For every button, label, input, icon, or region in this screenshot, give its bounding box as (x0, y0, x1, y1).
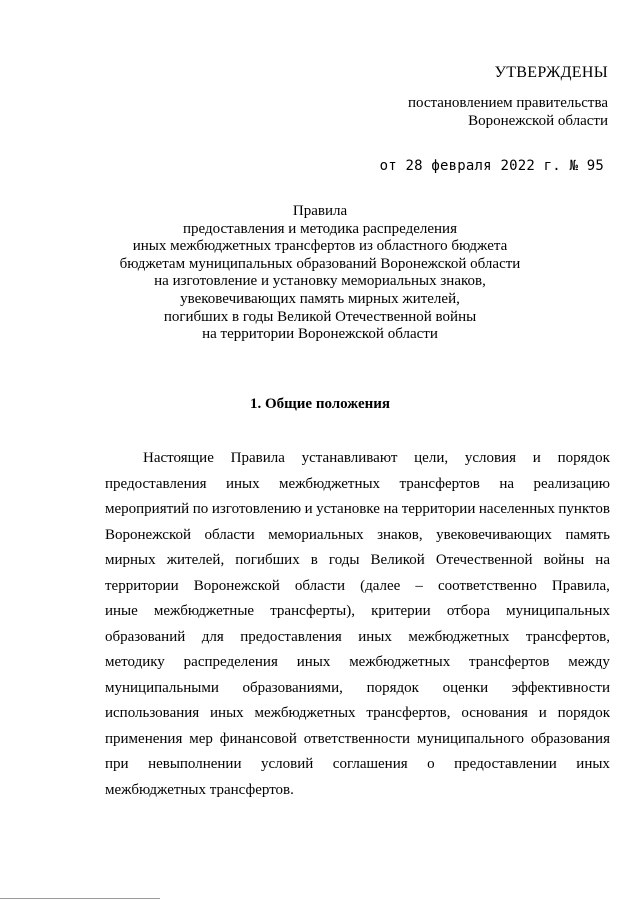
word: трансфертов (399, 475, 480, 492)
word: (далее (360, 577, 401, 594)
word: области (294, 577, 345, 594)
word: на (383, 501, 399, 517)
approval-authority (408, 94, 608, 130)
word: оценки (442, 679, 489, 696)
word: основания (461, 705, 528, 721)
word: Отечественной (435, 552, 533, 568)
word: на (595, 552, 610, 568)
paragraph-line (105, 625, 610, 651)
word: пунктов (558, 501, 610, 517)
word: иные (105, 603, 138, 619)
word: распределения (183, 654, 278, 670)
paragraph-line (105, 446, 610, 472)
word: территории (401, 501, 476, 517)
word: память (565, 526, 610, 543)
word: цели, (414, 450, 449, 466)
approval-authority-line: Воронежской области (468, 113, 608, 129)
word: изготовлению (211, 501, 302, 517)
paragraph-line (105, 497, 610, 523)
word: трансфертов, (525, 628, 610, 645)
word: образованиями, (242, 679, 343, 696)
word: условия (464, 450, 517, 466)
word: иных (225, 475, 260, 492)
title-line: увековечивающих память мирных жителей, (180, 290, 460, 307)
word: межбюджетные (153, 603, 255, 619)
word: ответственности (303, 730, 411, 747)
title-line: Правила (292, 203, 348, 219)
word: муниципальных (506, 603, 610, 619)
word: реализацию (533, 475, 610, 492)
word: жителей, (166, 552, 225, 568)
paragraph-line (105, 548, 610, 574)
word: и (532, 450, 541, 466)
word: предоставлении (454, 756, 557, 772)
word: увековечивающих (436, 526, 552, 543)
word: мирных (105, 552, 156, 568)
word: порядок (366, 679, 419, 696)
word: о (427, 756, 435, 772)
word: соответственно (438, 577, 537, 594)
word: на (499, 475, 515, 492)
word: межбюджетных (349, 654, 451, 670)
word: порядок (557, 705, 610, 721)
footer-divider (0, 898, 160, 899)
title-line: иных межбюджетных трансфертов из областного бюджета (132, 238, 508, 255)
word: применения (105, 730, 183, 747)
section-heading: 1. Общие положения (249, 396, 391, 412)
word: знаков, (377, 526, 423, 543)
word: трансферты), (270, 603, 356, 619)
word: мероприятий (105, 501, 190, 517)
word: методику (105, 654, 165, 670)
word: при (105, 756, 129, 772)
word: Воронежской (105, 526, 191, 543)
word: использования (105, 705, 200, 721)
word: финансовой (219, 730, 297, 747)
word: в (310, 552, 318, 568)
word: порядок (557, 450, 610, 466)
paragraph-line (105, 752, 610, 778)
word: Великой (370, 552, 425, 568)
word: межбюджетных (254, 705, 356, 721)
word: по (192, 501, 209, 517)
section-paragraph (105, 446, 610, 803)
word: трансфертов, (366, 705, 451, 721)
word: погибших (235, 552, 300, 568)
word: для (201, 628, 224, 645)
title-line: бюджетам муниципальных образований Воронежской области (119, 255, 521, 272)
word: мер (189, 730, 213, 747)
word: Правила (230, 450, 285, 466)
title-line: погибших в годы Великой Отечественной войны (163, 308, 477, 325)
paragraph-line (105, 676, 610, 702)
word: условий (261, 756, 314, 772)
approval-stamp-title: УТВЕРЖДЕНЫ (494, 64, 608, 81)
word: – (415, 577, 423, 594)
word: установке (316, 501, 380, 517)
title-line: на территории Воронежской области (202, 326, 438, 343)
word: войны (543, 552, 585, 568)
word: территории (105, 577, 179, 594)
paragraph-line (105, 574, 610, 600)
word: области (204, 526, 255, 543)
approval-date: от 28 февраля 2022 г. № 95 (379, 158, 604, 174)
document-title (0, 203, 640, 344)
paragraph-line (105, 650, 610, 676)
word: критерии (371, 603, 431, 619)
word: эффективности (511, 679, 610, 696)
paragraph-line (105, 472, 610, 498)
paragraph-line (105, 523, 610, 549)
approval-authority-line: постановлением правительства (407, 95, 608, 111)
title-line: предоставления и методика распределения (183, 220, 457, 237)
word: годы (328, 552, 360, 568)
word: Настоящие (143, 450, 214, 466)
word: образований (105, 628, 186, 645)
paragraph-line (105, 599, 610, 625)
word: устанавливают (301, 450, 398, 466)
word: образования (530, 730, 610, 747)
word: межбюджетных (279, 475, 381, 492)
word: Правила, (551, 577, 610, 594)
word: межбюджетных (408, 628, 510, 645)
word: населенных (478, 501, 555, 517)
word: отбора (446, 603, 490, 619)
word: мемориальных (268, 526, 364, 543)
word: предоставления (105, 475, 207, 492)
word: иных (358, 628, 392, 645)
word: и (304, 501, 313, 517)
word: соглашения (332, 756, 408, 772)
paragraph-line: межбюджетных трансфертов. (105, 781, 294, 798)
word: невыполнении (148, 756, 242, 772)
paragraph-line (105, 727, 610, 753)
paragraph-line (105, 701, 610, 727)
word: и (538, 705, 547, 721)
word: Воронежской (193, 577, 280, 594)
word: предоставления (240, 628, 342, 645)
word: муниципальными (105, 679, 219, 696)
word: трансфертов (469, 654, 550, 670)
title-line: на изготовление и установку мемориальных знаков, (154, 273, 486, 290)
word: иных (296, 654, 331, 670)
word: между (568, 654, 610, 670)
word: иных (210, 705, 244, 721)
word: иных (576, 756, 610, 772)
word: муниципального (416, 730, 524, 747)
